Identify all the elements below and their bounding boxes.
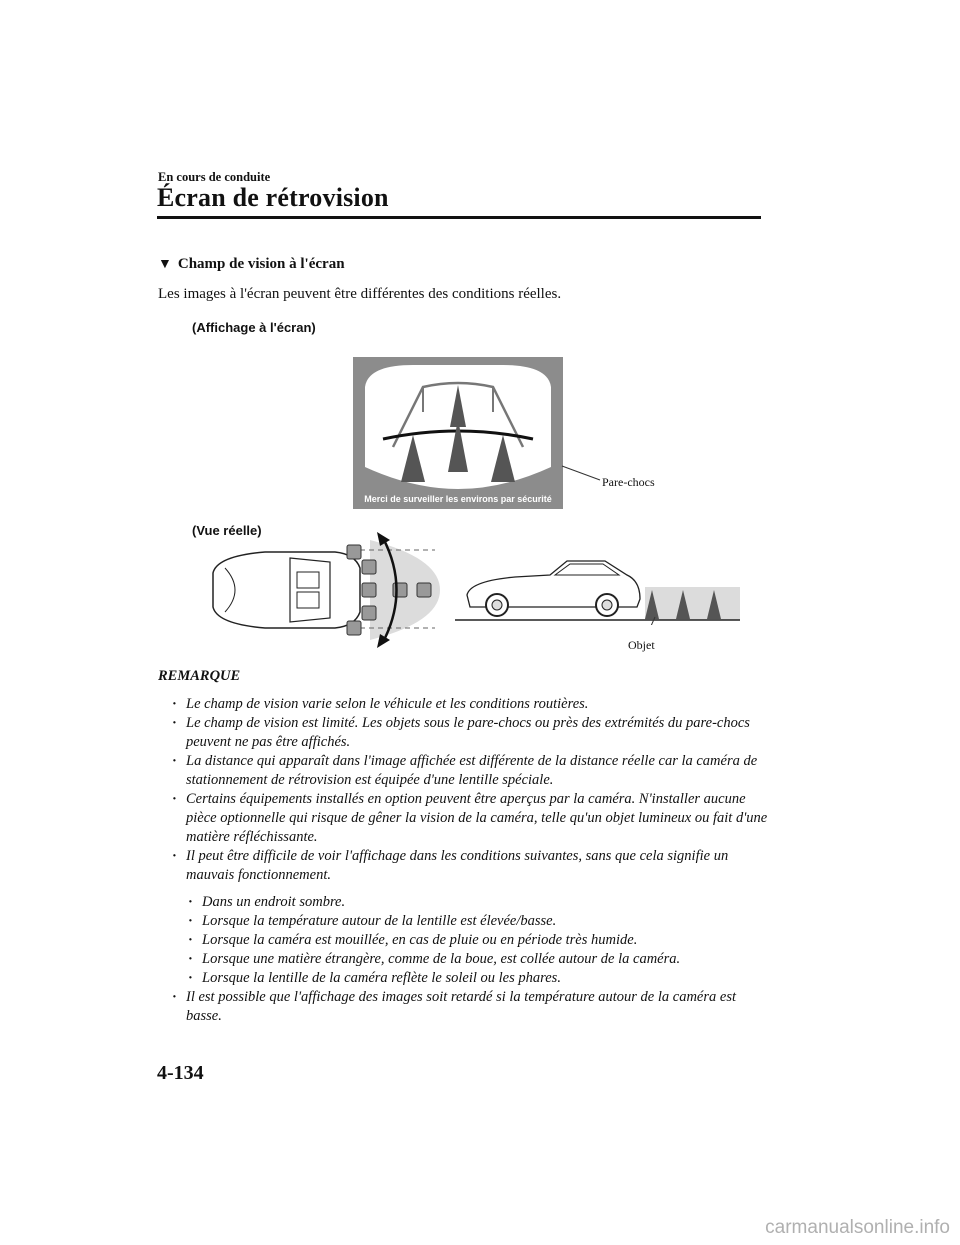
bumper-callout-line <box>560 462 602 486</box>
section-heading <box>158 256 345 273</box>
remark-sub-item: · Lorsque une matière étrangère, comme de la boue, est collée autour de la caméra. <box>188 950 772 969</box>
page-title: Écran de rétrovision <box>157 183 389 212</box>
real-view-label: (Vue réelle) <box>192 523 262 538</box>
remark-title: REMARQUE <box>158 668 241 684</box>
screen-display-label: (Affichage à l'écran) <box>192 320 316 335</box>
remark-sub-list <box>188 893 772 988</box>
remark-item: · Il peut être difficile de voir l'affichage dans les conditions suivantes, sans que cela signifie un mauvais fonctionnement. <box>172 847 772 885</box>
triangle-icon: ▼ <box>158 257 172 272</box>
page-number: 4-134 <box>157 1062 204 1084</box>
remark-sub-item: · Lorsque la caméra est mouillée, en cas de pluie ou en période très humide. <box>188 931 772 950</box>
object-label: Objet <box>628 638 655 652</box>
remark-item: · Il est possible que l'affichage des images soit retardé si la température autour de la caméra est basse. <box>172 988 772 1026</box>
top-view-illustration <box>205 528 440 653</box>
screen-caption: Merci de surveiller les environs par sécurité <box>364 494 552 504</box>
camera-screen-illustration <box>353 357 563 509</box>
side-view-illustration <box>455 555 740 625</box>
remark-sub-item: · Lorsque la lentille de la caméra reflète le soleil ou les phares. <box>188 969 772 988</box>
bumper-label: Pare-chocs <box>602 475 655 489</box>
remark-sub-item: · Lorsque la température autour de la lentille est élevée/basse. <box>188 912 772 931</box>
remark-item: · Certains équipements installés en option peuvent être aperçus par la caméra. N'installer aucune pièce optionnelle qui risque de gêner la vision de la caméra, telle qu'un objet lumineux ou fait d'une matière réfléchissante. <box>172 790 772 847</box>
remark-list <box>172 695 772 1026</box>
remark-item: · Le champ de vision varie selon le véhicule et les conditions routières. <box>172 695 772 714</box>
intro-text: Les images à l'écran peuvent être différentes des conditions réelles. <box>158 286 562 302</box>
section-heading-text: Champ de vision à l'écran <box>177 256 345 272</box>
watermark: carmanualsonline.info <box>765 1217 950 1238</box>
breadcrumb: En cours de conduite <box>158 170 271 184</box>
remark-sub-item: · Dans un endroit sombre. <box>188 893 772 912</box>
remark-item: · La distance qui apparaît dans l'image affichée est différente de la distance réelle car la caméra de stationnement de rétrovision est équipée d'une lentille spéciale. <box>172 752 772 790</box>
remark-item: · Le champ de vision est limité. Les objets sous le pare-chocs ou près des extrémités du pare-chocs peuvent ne pas être affichés. <box>172 714 772 752</box>
title-rule <box>157 216 761 219</box>
